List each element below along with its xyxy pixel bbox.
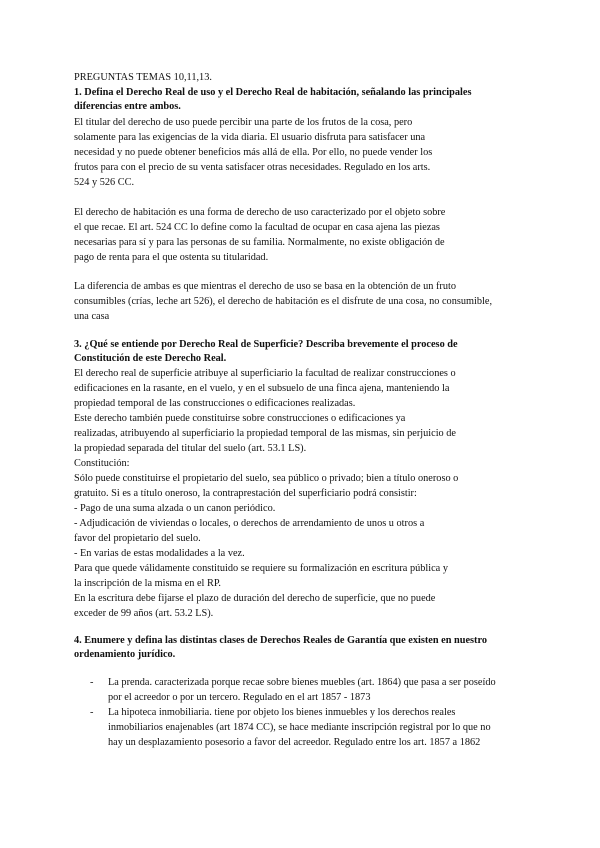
q3-body-line: Este derecho también puede constituirse sobre construcciones o edificaciones ya	[74, 413, 406, 424]
q3-body-line: realizadas, atribuyendo al superficiario la propiedad temporal de las mismas, sin perjuicio de	[74, 428, 456, 439]
q1-heading-line: 1. Defina el Derecho Real de uso y el Derecho Real de habitación, señalando las principales	[74, 87, 472, 98]
q1-paragraph-line: La diferencia de ambas es que mientras el derecho de uso se basa en la obtención de un fruto	[74, 281, 456, 292]
q3-heading-line: 3. ¿Qué se entiende por Derecho Real de Superficie? Describa brevemente el proceso de	[74, 339, 458, 350]
list-item-line: por el acreedor o por un tercero. Regulado en el art 1857 - 1873	[108, 692, 371, 703]
q1-paragraph-line: una casa	[74, 311, 110, 322]
document-title: PREGUNTAS TEMAS 10,11,13.	[74, 72, 212, 83]
q1-paragraph-line: El titular del derecho de uso puede percibir una parte de los frutos de la cosa, pero	[74, 117, 413, 128]
q3-body-line: Constitución:	[74, 458, 130, 469]
q1-paragraph-line: necesidad y no puede obtener beneficios más allá de ella. Por ello, no puede vender los	[74, 147, 433, 158]
list-item-line: hay un desplazamiento posesorio a favor del acreedor. Regulado entre los art. 1857 a 1862	[108, 737, 481, 748]
q1-paragraph-line: consumibles (crías, leche art 526), el derecho de habitación es el disfrute de una cosa, no consumible,	[74, 296, 493, 307]
q1-paragraph-line: 524 y 526 CC.	[74, 177, 135, 188]
q1-paragraph-line: pago de renta para el que ostenta su titularidad.	[74, 252, 269, 263]
q3-body-line: Sólo puede constituirse el propietario del suelo, sea público o privado; bien a título oneroso o	[74, 473, 459, 484]
q3-body-line: - Adjudicación de viviendas o locales, o derechos de arrendamiento de unos u otros a	[74, 518, 425, 529]
q3-body-line: En la escritura debe fijarse el plazo de duración del derecho de superficie, que no puede	[74, 593, 436, 604]
q3-body-line: El derecho real de superficie atribuye al superficiario la facultad de realizar construcciones o	[74, 368, 456, 379]
q1-paragraph-line: necesarias para sí y para las personas de su familia. Normalmente, no existe obligación de	[74, 237, 445, 248]
list-item-line: inmobiliarios enajenables (art 1874 CC), se hace mediante inscripción registral por lo que no	[108, 722, 491, 733]
q4-heading-line: ordenamiento jurídico.	[74, 649, 176, 660]
list-bullet: -	[90, 707, 94, 718]
q3-body-line: la inscripción de la misma en el RP.	[74, 578, 221, 589]
q3-body-line: favor del propietario del suelo.	[74, 533, 201, 544]
q1-paragraph-line: solamente para las exigencias de la vida diaria. El usuario disfruta para satisfacer una	[74, 132, 426, 143]
list-item-line: La prenda. caracterizada porque recae sobre bienes muebles (art. 1864) que pasa a ser poseído	[108, 677, 496, 688]
q3-body-line: Para que quede válidamente constituido se requiere su formalización en escritura pública y	[74, 563, 448, 574]
q4-heading-line: 4. Enumere y defina las distintas clases de Derechos Reales de Garantía que existen en nuestro	[74, 635, 488, 646]
q3-body-line: edificaciones en la rasante, en el vuelo, y en el subsuelo de una finca ajena, manteniendo la	[74, 383, 450, 394]
q1-paragraph-line: el que recae. El art. 524 CC lo define como la facultad de ocupar en casa ajena las piezas	[74, 222, 440, 233]
list-item-line: La hipoteca inmobiliaria. tiene por objeto los bienes inmuebles y los derechos reales	[108, 707, 456, 718]
q3-body-line: - Pago de una suma alzada o un canon periódico.	[74, 503, 276, 514]
q1-paragraph-line: El derecho de habitación es una forma de derecho de uso caracterizado por el objeto sobre	[74, 207, 446, 218]
q3-body-line: la propiedad separada del titular del suelo (art. 53.1 LS).	[74, 443, 307, 454]
list-bullet: -	[90, 677, 94, 688]
q3-body-line: - En varias de estas modalidades a la vez.	[74, 548, 245, 559]
q3-heading-line: Constitución de este Derecho Real.	[74, 353, 227, 364]
q3-body-line: exceder de 99 años (art. 53.2 LS).	[74, 608, 214, 619]
q1-paragraph-line: frutos para con el precio de su venta satisfacer otras necesidades. Regulado en los arts.	[74, 162, 431, 173]
q3-body-line: propiedad temporal de las construcciones o edificaciones realizadas.	[74, 398, 356, 409]
q3-body-line: gratuito. Si es a título oneroso, la contraprestación del superficiario podrá consistir:	[74, 488, 417, 499]
q1-heading-line: diferencias entre ambos.	[74, 101, 181, 112]
